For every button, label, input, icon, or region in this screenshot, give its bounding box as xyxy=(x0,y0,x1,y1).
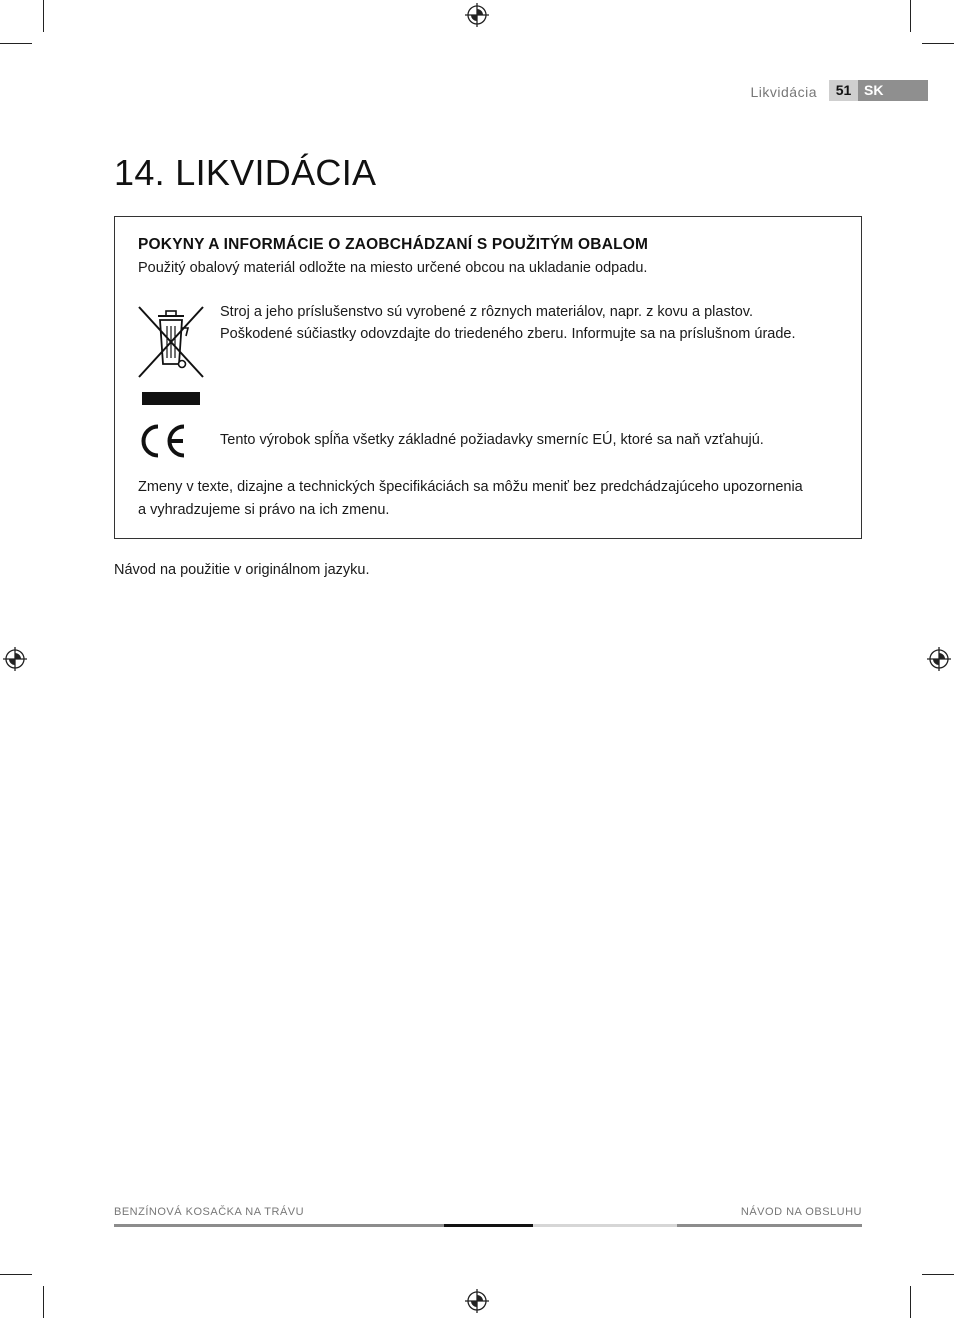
ce-conformity-text: Tento výrobok spĺňa všetky základné požiadavky smerníc EÚ, ktoré sa naň vzťahujú. xyxy=(220,432,764,448)
crop-mark xyxy=(43,1286,44,1318)
footer-rule xyxy=(114,1224,444,1227)
header-section-title: Likvidácia xyxy=(750,84,817,100)
chapter-title: 14. LIKVIDÁCIA xyxy=(114,152,377,193)
notice-intro: Použitý obalový materiál odložte na miesto určené obcou na ukladanie odpadu. xyxy=(138,260,648,276)
registration-mark-icon xyxy=(465,1289,489,1313)
footer-rule xyxy=(533,1224,677,1227)
crop-mark xyxy=(922,1274,954,1275)
registration-mark-icon xyxy=(465,3,489,27)
changes-text-line1: Zmeny v texte, dizajne a technických špecifikáciách sa môžu meniť bez predchádzajúceho upozornenia xyxy=(138,479,803,495)
crop-mark xyxy=(910,0,911,32)
notice-heading: POKYNY A INFORMÁCIE O ZAOBCHÁDZANÍ S POUŽITÝM OBALOM xyxy=(138,236,649,253)
language-badge: SK xyxy=(858,80,928,101)
footer-rule xyxy=(444,1224,533,1227)
footer-product-name: BENZÍNOVÁ KOSAČKA NA TRÁVU xyxy=(114,1206,305,1218)
crop-mark xyxy=(910,1286,911,1318)
crop-mark xyxy=(0,1274,32,1275)
footer-document-type: NÁVOD NA OBSLUHU xyxy=(740,1206,862,1218)
changes-text-line2: a vyhradzujeme si právo na ich zmenu. xyxy=(138,502,390,518)
registration-mark-icon xyxy=(3,647,27,671)
crop-mark xyxy=(922,43,954,44)
crop-mark xyxy=(43,0,44,32)
original-language-note: Návod na použitie v originálnom jazyku. xyxy=(114,562,370,578)
registration-mark-icon xyxy=(927,647,951,671)
weee-crossed-bin-icon xyxy=(136,302,206,408)
ce-mark-icon xyxy=(137,423,189,459)
weee-text-line2: Poškodené súčiastky odovzdajte do triedeného zberu. Informujte sa na príslušnom úrade. xyxy=(220,326,796,342)
footer-rule xyxy=(677,1224,862,1227)
crop-mark xyxy=(0,43,32,44)
weee-text-line1: Stroj a jeho príslušenstvo sú vyrobené z rôznych materiálov, napr. z kovu a plastov. xyxy=(220,304,754,320)
page-number: 51 xyxy=(829,80,858,101)
